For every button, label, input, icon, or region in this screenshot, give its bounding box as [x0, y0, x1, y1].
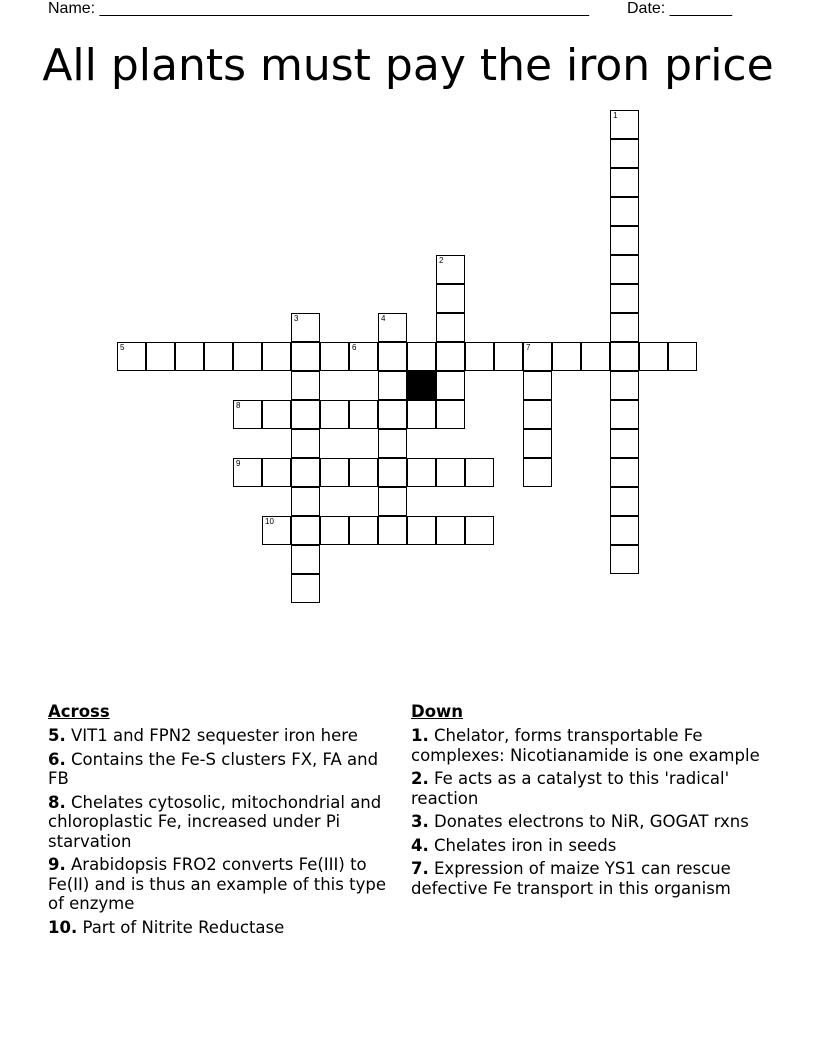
clue-across-8	[48, 793, 404, 852]
grid-cell[interactable]	[378, 516, 407, 545]
grid-cell[interactable]	[610, 197, 639, 226]
grid-cell[interactable]	[610, 168, 639, 197]
clue-down-4	[411, 836, 761, 856]
grid-cell[interactable]	[407, 516, 436, 545]
grid-cell-black	[407, 371, 436, 400]
grid-cell[interactable]	[465, 516, 494, 545]
cell-number: 3	[294, 314, 299, 323]
grid-cell[interactable]	[378, 313, 407, 342]
cell-number: 6	[352, 343, 357, 352]
grid-cell[interactable]	[349, 400, 378, 429]
grid-cell[interactable]	[436, 313, 465, 342]
grid-cell[interactable]	[407, 400, 436, 429]
grid-cell[interactable]	[465, 458, 494, 487]
grid-cell[interactable]	[204, 342, 233, 371]
grid-cell[interactable]	[233, 342, 262, 371]
grid-cell[interactable]	[610, 313, 639, 342]
clue-text: Contains the Fe-S clusters FX, FA and FB	[48, 749, 379, 788]
grid-cell[interactable]	[581, 342, 610, 371]
grid-cell[interactable]	[320, 516, 349, 545]
grid-cell[interactable]	[262, 458, 291, 487]
across-heading: Across	[48, 702, 110, 721]
grid-cell[interactable]	[436, 284, 465, 313]
grid-cell[interactable]	[610, 545, 639, 574]
clue-text: Chelator, forms transportable Fe complexes: Nicotianamide is one example	[411, 726, 760, 765]
clue-number: 4.	[411, 835, 429, 855]
page-title: All plants must pay the iron price	[42, 40, 774, 91]
grid-cell[interactable]	[320, 400, 349, 429]
grid-cell[interactable]	[378, 487, 407, 516]
grid-cell[interactable]	[378, 342, 407, 371]
clue-number: 6.	[48, 749, 66, 769]
cell-number: 1	[613, 111, 618, 120]
clue-down-7	[411, 859, 761, 898]
cell-number: 2	[439, 256, 444, 265]
grid-cell[interactable]	[436, 371, 465, 400]
grid-cell[interactable]	[436, 516, 465, 545]
date-field-label[interactable]: Date: _______	[627, 0, 732, 17]
grid-cell[interactable]	[436, 342, 465, 371]
grid-cell[interactable]	[291, 400, 320, 429]
clue-number: 1.	[411, 726, 429, 745]
grid-cell[interactable]	[349, 342, 378, 371]
clue-text: Chelates cytosolic, mitochondrial and chloroplastic Fe, increased under Pi starvation	[48, 792, 382, 851]
cell-number: 8	[236, 401, 241, 410]
grid-cell[interactable]	[233, 458, 262, 487]
grid-cell[interactable]	[320, 458, 349, 487]
grid-cell[interactable]	[610, 110, 639, 139]
clue-number: 2.	[411, 769, 429, 788]
grid-cell[interactable]	[262, 400, 291, 429]
grid-cell[interactable]	[610, 516, 639, 545]
clue-number: 9.	[48, 855, 66, 874]
cell-number: 10	[265, 517, 274, 526]
grid-cell[interactable]	[175, 342, 204, 371]
clue-number: 5.	[48, 726, 66, 745]
grid-cell[interactable]	[291, 545, 320, 574]
grid-cell[interactable]	[378, 458, 407, 487]
grid-cell[interactable]	[146, 342, 175, 371]
grid-cell[interactable]	[668, 342, 697, 371]
clue-text: Part of Nitrite Reductase	[82, 917, 285, 937]
clue-number: 8.	[48, 792, 66, 812]
grid-cell[interactable]	[610, 226, 639, 255]
clue-across-5	[48, 726, 404, 746]
clue-text: Arabidopsis FRO2 converts Fe(III) to Fe(II) and is thus an example of this type of enzyme	[48, 855, 386, 913]
grid-cell[interactable]	[349, 458, 378, 487]
grid-cell[interactable]	[378, 371, 407, 400]
grid-cell[interactable]	[233, 400, 262, 429]
clue-down-2	[411, 769, 761, 808]
grid-cell[interactable]	[523, 458, 552, 487]
clue-number: 7.	[411, 859, 429, 878]
grid-cell[interactable]	[610, 139, 639, 168]
grid-cell[interactable]	[610, 458, 639, 487]
grid-cell[interactable]	[291, 429, 320, 458]
grid-cell[interactable]	[320, 342, 349, 371]
grid-cell[interactable]	[610, 342, 639, 371]
grid-cell[interactable]	[610, 400, 639, 429]
clue-across-9	[48, 855, 404, 914]
clue-number: 3.	[411, 812, 429, 831]
grid-cell[interactable]	[436, 458, 465, 487]
grid-cell[interactable]	[523, 342, 552, 371]
grid-cell[interactable]	[494, 342, 523, 371]
grid-cell[interactable]	[291, 574, 320, 603]
cell-number: 4	[381, 314, 386, 323]
grid-cell[interactable]	[378, 429, 407, 458]
grid-cell[interactable]	[291, 371, 320, 400]
grid-cell[interactable]	[291, 342, 320, 371]
grid-cell[interactable]	[465, 342, 494, 371]
grid-cell[interactable]	[117, 342, 146, 371]
clue-text: Chelates iron in seeds	[434, 835, 617, 855]
clue-text: Fe acts as a catalyst to this 'radical' reaction	[411, 769, 730, 808]
grid-cell[interactable]	[407, 458, 436, 487]
grid-cell[interactable]	[552, 342, 581, 371]
grid-cell[interactable]	[291, 516, 320, 545]
cell-number: 5	[120, 343, 125, 352]
clue-down-3	[411, 812, 761, 832]
grid-cell[interactable]	[523, 371, 552, 400]
grid-cell[interactable]	[610, 429, 639, 458]
cell-number: 7	[526, 343, 531, 352]
clue-number: 10.	[48, 917, 78, 937]
name-field-label[interactable]: Name: _______________________________________________________	[48, 0, 589, 17]
cell-number: 9	[236, 459, 241, 468]
grid-cell[interactable]	[523, 400, 552, 429]
grid-cell[interactable]	[262, 516, 291, 545]
grid-cell[interactable]	[378, 400, 407, 429]
grid-cell[interactable]	[639, 342, 668, 371]
down-heading: Down	[411, 702, 464, 721]
across-clues	[48, 702, 404, 941]
clue-text: VIT1 and FPN2 sequester iron here	[71, 726, 358, 745]
grid-cell[interactable]	[436, 400, 465, 429]
grid-cell[interactable]	[523, 429, 552, 458]
clue-text: Donates electrons to NiR, GOGAT rxns	[434, 812, 749, 831]
grid-cell[interactable]	[291, 313, 320, 342]
grid-cell[interactable]	[436, 255, 465, 284]
grid-cell[interactable]	[610, 255, 639, 284]
clue-across-6	[48, 750, 404, 789]
grid-cell[interactable]	[262, 342, 291, 371]
grid-cell[interactable]	[349, 516, 378, 545]
clue-text: Expression of maize YS1 can rescue defective Fe transport in this organism	[411, 859, 731, 898]
clue-down-1	[411, 726, 761, 765]
down-clues	[411, 702, 761, 902]
grid-cell[interactable]	[610, 371, 639, 400]
clue-across-10	[48, 918, 404, 938]
grid-cell[interactable]	[610, 284, 639, 313]
grid-cell[interactable]	[610, 487, 639, 516]
grid-cell[interactable]	[291, 487, 320, 516]
grid-cell[interactable]	[291, 458, 320, 487]
grid-cell[interactable]	[407, 342, 436, 371]
